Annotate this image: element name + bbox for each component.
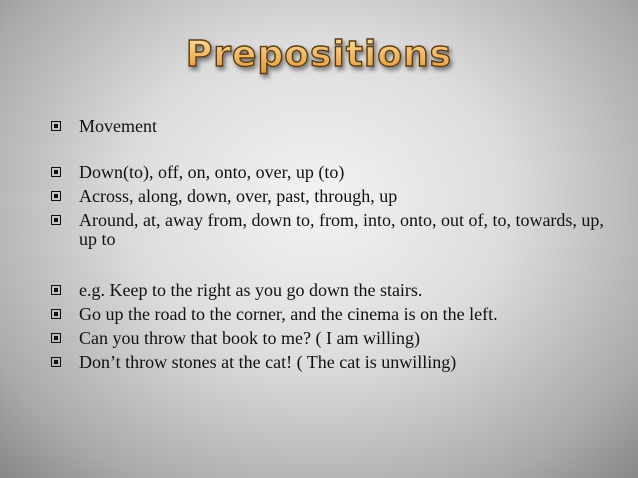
bullet-text: Across, along, down, over, past, through, up bbox=[79, 186, 398, 206]
square-bullet-icon bbox=[51, 357, 61, 367]
bullet-text: Go up the road to the corner, and the cinema is on the left. bbox=[79, 304, 498, 324]
bullet-text: Down(to), off, on, onto, over, up (to) bbox=[79, 162, 345, 182]
bullet-text: Around, at, away from, down to, from, into, onto, out of, to, towards, up, up to bbox=[79, 210, 604, 249]
slide-title: Prepositions bbox=[0, 34, 638, 84]
bullet-text: e.g. Keep to the right as you go down the stairs. bbox=[79, 280, 423, 300]
square-bullet-icon bbox=[51, 167, 61, 177]
bullet-text: Don’t throw stones at the cat! ( The cat is unwilling) bbox=[79, 352, 457, 372]
square-bullet-icon bbox=[51, 215, 61, 225]
square-bullet-icon bbox=[51, 285, 61, 295]
square-bullet-icon bbox=[51, 333, 61, 343]
bullet-text: Can you throw that book to me? ( I am willing) bbox=[79, 328, 420, 348]
bullet-text: Movement bbox=[79, 116, 157, 136]
square-bullet-icon bbox=[51, 191, 61, 201]
square-bullet-icon bbox=[51, 309, 61, 319]
square-bullet-icon bbox=[51, 121, 61, 131]
